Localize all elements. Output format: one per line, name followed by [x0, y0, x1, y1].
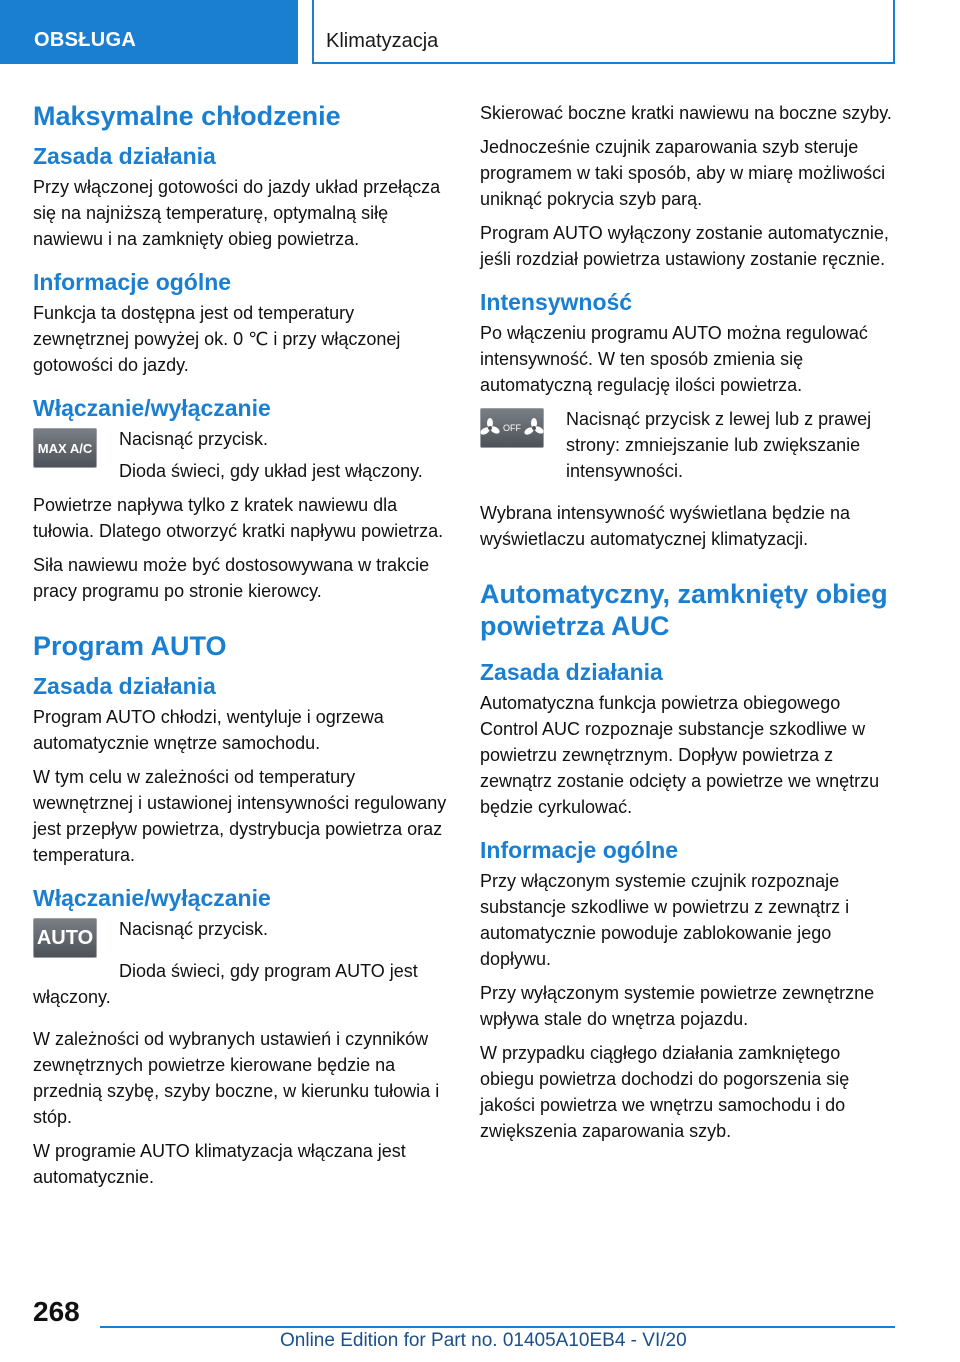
- paragraph: W przypadku ciągłego działania zamkniętego obiegu powietrza dochodzi do pogorszenia się jakości powietrza we wnętrzu samochodu i do zwiększenia zaparowania szyb.: [480, 1043, 850, 1141]
- heading-max-cooling: Maksymalne chłodzenie: [33, 101, 341, 131]
- paragraph: Funkcja ta dostępna jest od temperatury zewnętrznej powyżej ok. 0 ℃ i przy włączonej gotowości do jazdy.: [33, 303, 401, 375]
- instruction-text: Nacisnąć przycisk.: [119, 919, 269, 939]
- paragraph: Przy wyłączonym systemie powietrze zewnętrzne wpływa stale do wnętrza pojazdu.: [480, 983, 875, 1029]
- paragraph: Program AUTO chłodzi, wentyluje i ogrzewa automatycznie wnętrze samochodu.: [33, 707, 384, 753]
- instruction-text: Dioda świeci, gdy program AUTO jest włączony.: [33, 961, 418, 1007]
- header-chapter-tab: OBSŁUGA: [0, 0, 298, 64]
- paragraph: Przy włączonym systemie czujnik rozpoznaje substancje szkodliwe w powietrzu z zewnątrz i automatycznie powoduje zablokowanie jego dopływu.: [480, 871, 850, 969]
- instruction-text: Dioda świeci, gdy układ jest włączony.: [119, 461, 423, 481]
- heading-general-info: Informacje ogólne: [33, 269, 232, 295]
- page-number: 268: [33, 1296, 80, 1327]
- header-section-title: Klimatyzacja: [312, 0, 895, 64]
- fan-icon: [480, 418, 500, 438]
- instruction-text: Nacisnąć przycisk.: [119, 429, 269, 449]
- paragraph: Skierować boczne kratki nawiewu na boczne szyby.: [480, 103, 892, 123]
- paragraph: Automatyczna funkcja powietrza obiegowego Control AUC rozpoznaje substancje szkodliwe w powietrzu zewnętrznym. Dopływ powietrza z zewnątrz zostanie odcięty a powietrze we wnętrzu będzie cyrkulować.: [480, 693, 880, 817]
- right-column: [480, 100, 898, 1152]
- auto-button-icon: AUTO: [33, 918, 97, 958]
- heading-principle: Zasada działania: [33, 143, 216, 169]
- heading-auto-program: Program AUTO: [33, 631, 227, 661]
- footer-edition: Online Edition for Part no. 01405A10EB4 - VI/20: [280, 1330, 687, 1351]
- heading-on-off: Włączanie/wyłączanie: [33, 885, 271, 911]
- heading-general-info: Informacje ogólne: [480, 837, 679, 863]
- paragraph: Program AUTO wyłączony zostanie automatycznie, jeśli rozdział powietrza ustawiony zostanie ręcznie.: [480, 223, 889, 269]
- left-column: [33, 100, 448, 1198]
- heading-auc: Automatyczny, zamknięty obieg powietrza AUC: [480, 579, 888, 641]
- paragraph: W programie AUTO klimatyzacja włączana jest automatycznie.: [33, 1141, 406, 1187]
- paragraph: Po włączeniu programu AUTO można regulować intensywność. W ten sposób zmienia się automatyczną regulację ilości powietrza.: [480, 323, 868, 395]
- max-ac-button-icon: MAX A/C: [33, 428, 97, 468]
- heading-on-off: Włączanie/wyłączanie: [33, 395, 271, 421]
- auto-instruction: [33, 916, 448, 972]
- paragraph: Jednocześnie czujnik zaparowania szyb steruje programem w taki sposób, aby w miarę możliwości uniknąć pokrycia szyb parą.: [480, 137, 886, 209]
- paragraph: Siła nawiewu może być dostosowywana w trakcie pracy programu po stronie kierowcy.: [33, 555, 430, 601]
- heading-intensity: Intensywność: [480, 289, 633, 315]
- fan-icon: [524, 418, 544, 438]
- paragraph: Przy włączonej gotowości do jazdy układ przełącza się na najniższą temperaturę, optymalną siłę nawiewu i na zamknięty obieg powietrza.: [33, 177, 441, 249]
- intensity-instruction: [480, 406, 898, 484]
- footer-divider: [100, 1326, 895, 1328]
- instruction-text: Nacisnąć przycisk z lewej lub z prawej strony: zmniejszanie lub zwiększanie intensywności.: [566, 409, 872, 481]
- heading-principle: Zasada działania: [480, 659, 663, 685]
- paragraph: Wybrana intensywność wyświetlana będzie na wyświetlaczu automatycznej klimatyzacji.: [480, 503, 851, 549]
- max-ac-instruction: [33, 426, 448, 484]
- paragraph: W tym celu w zależności od temperatury wewnętrznej i ustawionej intensywności regulowany jest przepływ powietrza, dystrybucja powietrza oraz temperatura.: [33, 767, 447, 865]
- paragraph: W zależności od wybranych ustawień i czynników zewnętrznych powietrze kierowane będzie na przednią szybę, szyby boczne, w kierunku tułowia i stóp.: [33, 1029, 440, 1127]
- off-label: OFF: [503, 423, 521, 433]
- fan-button-icon: [480, 408, 544, 448]
- heading-principle: Zasada działania: [33, 673, 216, 699]
- paragraph: Powietrze napływa tylko z kratek nawiewu dla tułowia. Dlatego otworzyć kratki napływu powietrza.: [33, 495, 444, 541]
